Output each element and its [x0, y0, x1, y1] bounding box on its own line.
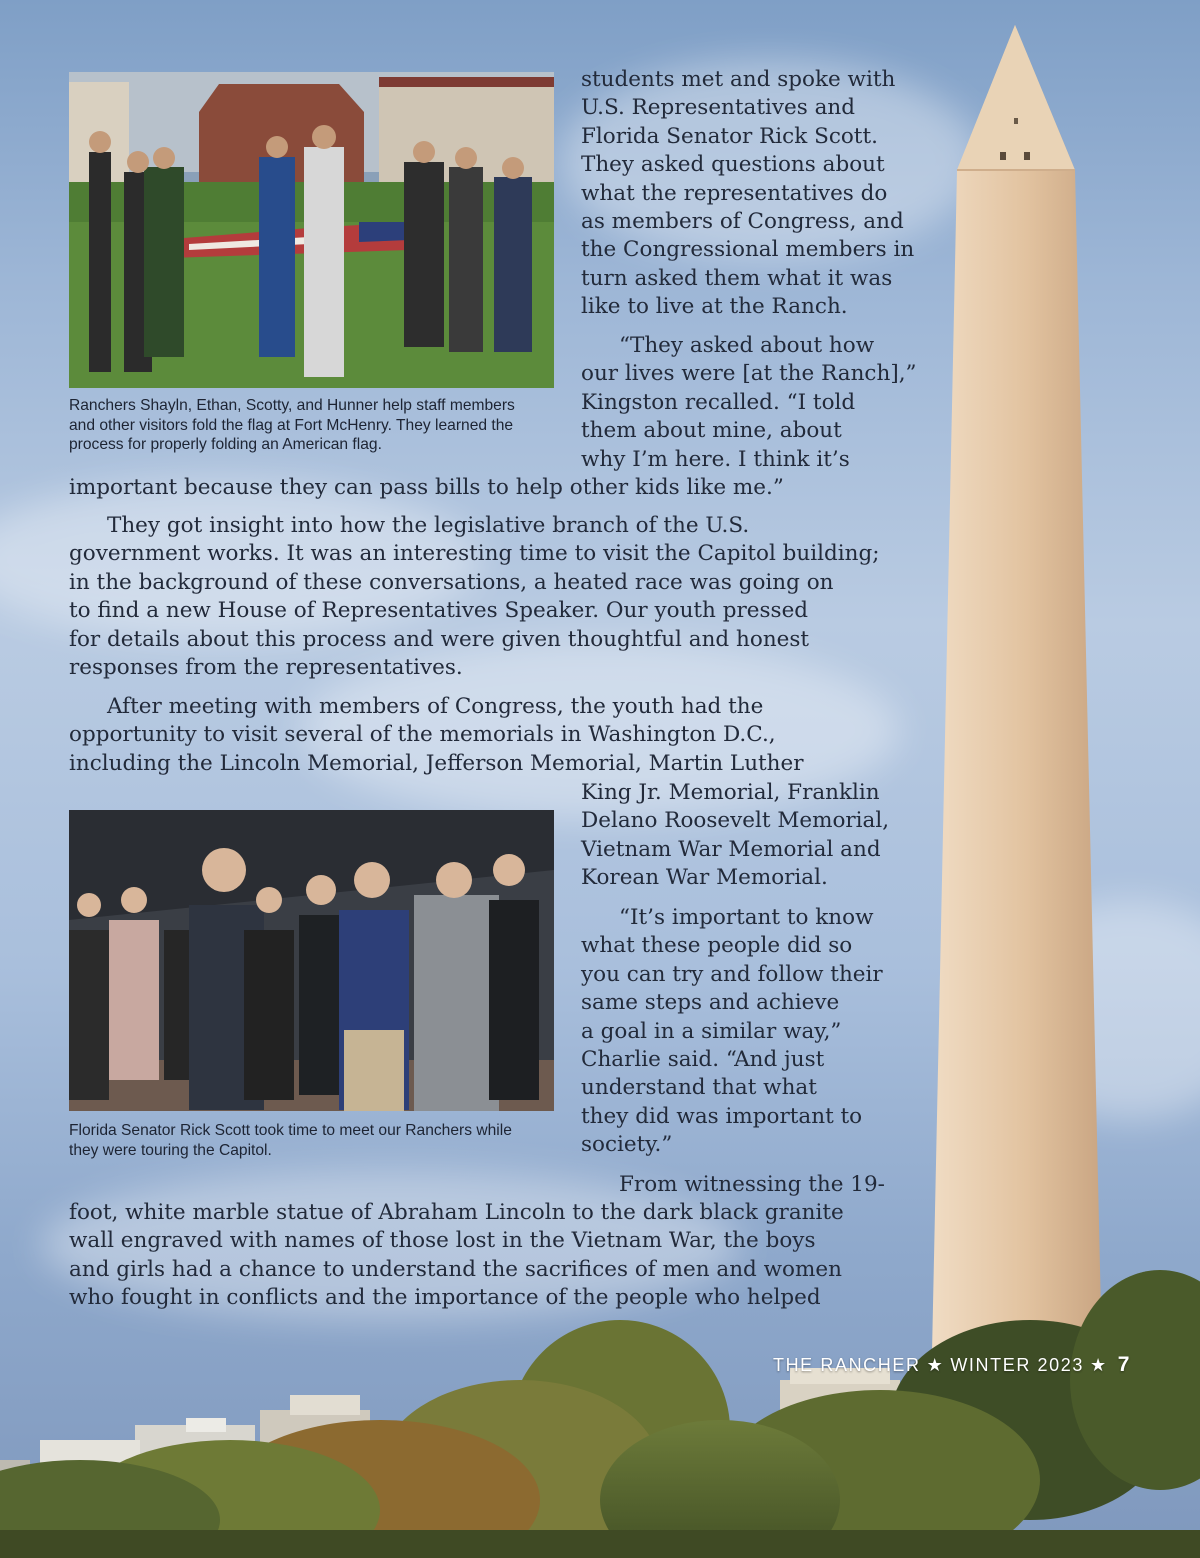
- text-line: and girls had a chance to understand the sacrifices of men and women: [69, 1256, 842, 1282]
- page-footer: [773, 1353, 1131, 1377]
- photo-senator-meeting: [69, 810, 554, 1111]
- text-line: responses from the representatives.: [69, 655, 463, 681]
- text-line: they did was important to: [581, 1103, 863, 1129]
- text-line: to find a new House of Representatives Speaker. Our youth pressed: [69, 598, 809, 624]
- paragraph-memorials: [69, 693, 804, 778]
- caption-line: and other visitors fold the flag at Fort McHenry. They learned the: [69, 416, 514, 434]
- text-line: including the Lincoln Memorial, Jefferson Memorial, Martin Luther: [69, 750, 804, 776]
- text-line: who fought in conflicts and the importance of the people who helped: [69, 1285, 821, 1311]
- issue-label: WINTER 2023: [950, 1355, 1084, 1375]
- text-line: Charlie said. “And just: [581, 1047, 825, 1073]
- text-line: our lives were [at the Ranch],”: [581, 361, 917, 387]
- text-line: them about mine, about: [581, 418, 842, 444]
- text-line: After meeting with members of Congress, the youth had the: [107, 694, 764, 719]
- text-line: “They asked about how: [619, 333, 875, 358]
- text-line: Florida Senator Rick Scott.: [581, 123, 878, 149]
- text-line: important because they can pass bills to help other kids like me.”: [69, 475, 784, 500]
- text-line: as members of Congress, and: [581, 209, 904, 235]
- text-line: foot, white marble statue of Abraham Lincoln to the dark black granite: [69, 1200, 844, 1225]
- text-line: government works. It was an interesting time to visit the Capitol building;: [69, 541, 880, 567]
- text-line: society.”: [581, 1132, 673, 1158]
- text-line: like to live at the Ranch.: [581, 294, 848, 320]
- publication-name: THE RANCHER: [772, 1355, 921, 1375]
- text-line: opportunity to visit several of the memorials in Washington D.C.,: [69, 722, 776, 748]
- text-line: for details about this process and were given thoughtful and honest: [69, 626, 810, 652]
- quote-kingston: [581, 332, 917, 474]
- text-line: “It’s important to know: [619, 905, 874, 930]
- star-separator-icon: ★: [926, 1355, 945, 1375]
- text-line: turn asked them what it was: [581, 265, 893, 291]
- paragraph-closing: [69, 1199, 844, 1313]
- text-line: understand that what: [581, 1075, 817, 1101]
- text-line: They asked questions about: [581, 152, 885, 178]
- text-line: They got insight into how the legislative branch of the U.S.: [107, 513, 750, 538]
- star-separator-icon: ★: [1089, 1355, 1108, 1375]
- text-line: you can try and follow their: [581, 961, 883, 987]
- caption-line: Florida Senator Rick Scott took time to meet our Ranchers while: [69, 1122, 512, 1139]
- quote-charlie: [581, 904, 883, 1160]
- caption-line: Ranchers Shayln, Ethan, Scotty, and Hunner help staff members: [69, 397, 515, 414]
- text-line: Korean War Memorial.: [581, 865, 828, 891]
- text-line: a goal in a similar way,”: [581, 1018, 842, 1044]
- text-line: Vietnam War Memorial and: [581, 836, 881, 862]
- caption-line: process for properly folding an American flag.: [69, 436, 382, 453]
- paragraph-insight: [69, 512, 880, 682]
- text-line: King Jr. Memorial, Franklin: [581, 780, 880, 805]
- text-line: same steps and achieve: [581, 990, 840, 1016]
- paragraph-memorials-column: [581, 779, 889, 893]
- text-line: the Congressional members in: [581, 237, 915, 263]
- quote-kingston-end: [69, 474, 784, 502]
- page-number: 7: [1117, 1353, 1131, 1376]
- text-line: why I’m here. I think it’s: [581, 446, 850, 472]
- text-line: U.S. Representatives and: [581, 95, 856, 121]
- text-line: Kingston recalled. “I told: [581, 389, 856, 415]
- monument-shaft: [931, 25, 1103, 1400]
- text-line: Delano Roosevelt Memorial,: [581, 808, 890, 834]
- text-line: students met and spoke with: [581, 67, 896, 92]
- photo-flag-folding: [69, 72, 554, 388]
- caption-senator-photo: [69, 1121, 512, 1160]
- text-line: wall engraved with names of those lost in the Vietnam War, the boys: [69, 1228, 816, 1254]
- text-line: in the background of these conversations, a heated race was going on: [69, 569, 834, 595]
- text-line: From witnessing the 19-: [619, 1172, 885, 1197]
- paragraph-closing-start: [581, 1171, 885, 1199]
- caption-flag-photo: [69, 396, 515, 455]
- text-line: what these people did so: [581, 933, 853, 959]
- text-line: what the representatives do: [581, 180, 888, 206]
- caption-line: they were touring the Capitol.: [69, 1141, 272, 1159]
- column-text-top: [581, 66, 914, 322]
